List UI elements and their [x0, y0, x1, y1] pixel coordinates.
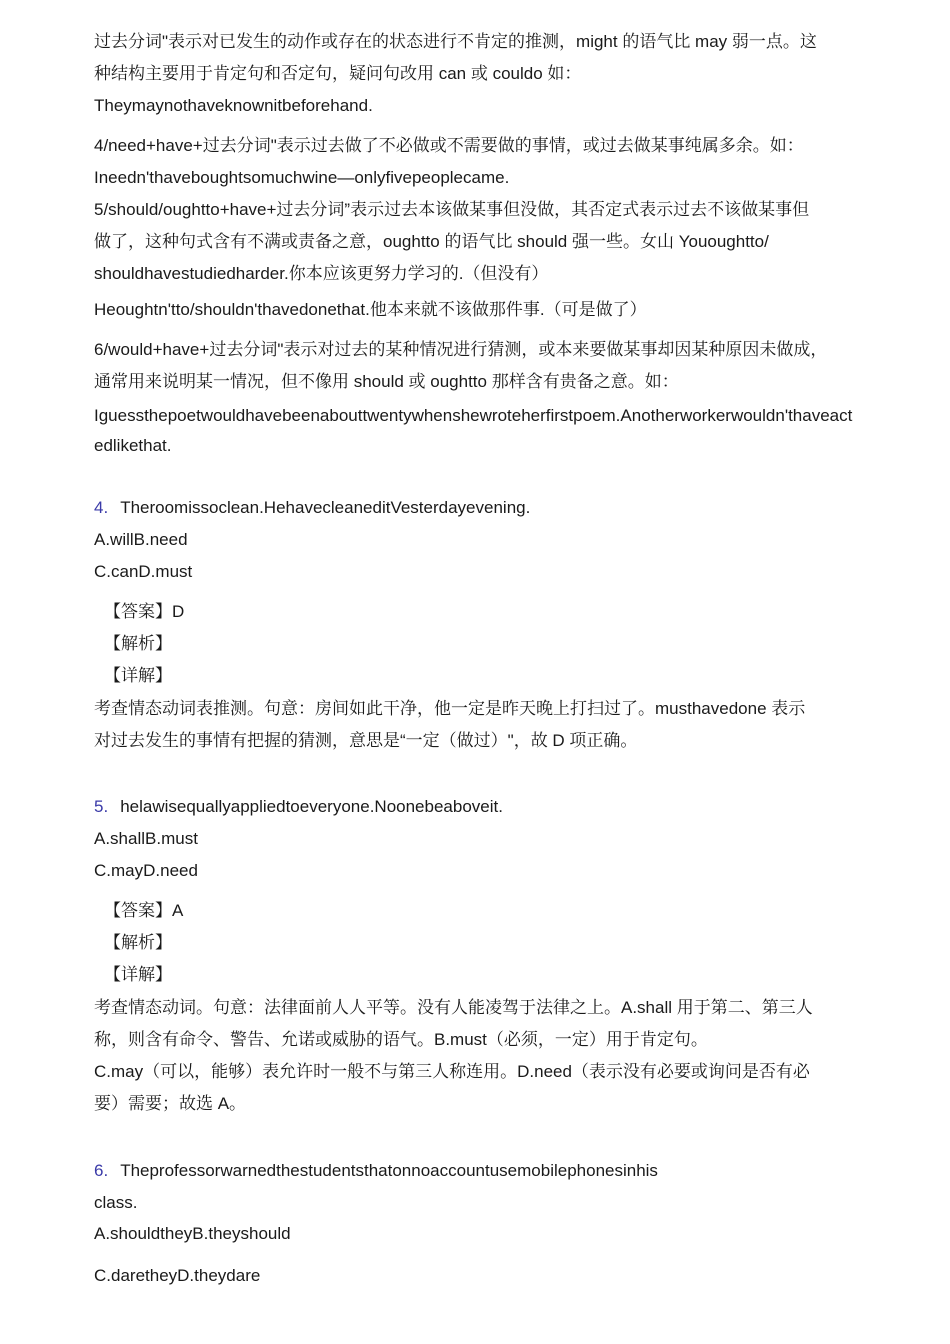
text-line: Theymaynothaveknownitbeforehand.	[94, 96, 373, 115]
question-6-stem	[94, 1159, 658, 1183]
text-line: Heoughtn'tto/shouldn'thavedonethat.他本来就不该做那件事.（可是做了）	[94, 300, 647, 319]
answer-label: 【答案】D	[104, 602, 185, 621]
text-line: edlikethat.	[94, 436, 172, 455]
text-line: 种结构主要用于肯定句和否定句，疑问句改用 can 或 couldo 如：	[94, 64, 582, 83]
question-number: 5.	[94, 797, 109, 816]
question-4-stem	[94, 496, 530, 520]
text-line: Iguessthepoetwouldhavebeenabouttwentywhenshewroteherfirstpoem.Anotherworkerwouldn'thaveact	[94, 406, 853, 425]
question-6-options-cd: C.daretheyD.theydare	[94, 1266, 261, 1285]
answer-label: 【答案】A	[104, 901, 184, 920]
explanation-line: C.may（可以，能够）表允许时一般不与第三人称连用。D.need（表示没有必要或询问是否有必	[94, 1062, 810, 1081]
detail-label: 【详解】	[104, 666, 172, 685]
question-4-options-ab: A.willB.need	[94, 530, 188, 549]
explanation-line: 考查情态动词表推测。句意：房间如此干净，他一定是昨天晚上打扫过了。musthavedone 表示	[94, 699, 806, 718]
question-5-options-ab: A.shallB.must	[94, 829, 198, 848]
question-text: Theprofessorwarnedthestudentsthatonnoaccountusemobilephonesinhis	[120, 1161, 658, 1180]
text-line: 6/would+have+过去分词"表示对过去的某种情况进行猜测，或本来要做某事却因某种原因未做成，	[94, 340, 828, 359]
text-line: 做了，这种句式含有不满或责备之意，oughtto 的语气比 should 强一些。女山 Yououghtto/	[94, 232, 769, 251]
analysis-label: 【解析】	[104, 634, 172, 653]
question-text: Theroomissoclean.HehavecleaneditVesterdayevening.	[120, 498, 531, 517]
question-4-options-cd: C.canD.must	[94, 562, 193, 581]
question-5-options-cd: C.mayD.need	[94, 861, 198, 880]
explanation-line: 对过去发生的事情有把握的猜测，意思是“一定（做过）"，故 D 项正确。	[94, 731, 638, 750]
text-line: Ineedn'thaveboughtsomuchwine—onlyfivepeoplecame.	[94, 168, 510, 187]
explanation-line: 要）需要；故选 A。	[94, 1094, 247, 1113]
text-line: 4/need+have+过去分词"表示过去做了不必做或不需要做的事情，或过去做某事纯属多余。如：	[94, 136, 804, 155]
analysis-label: 【解析】	[104, 933, 172, 952]
text-line: 5/should/oughtto+have+过去分词”表示过去本该做某事但没做，其否定式表示过去不该做某事但	[94, 200, 810, 219]
explanation-line: 称，则含有命令、警告、允诺或威胁的语气。B.must（必须，一定）用于肯定句。	[94, 1030, 708, 1049]
question-6-stem-continued: class.	[94, 1193, 138, 1212]
text-line: 过去分词"表示对已发生的动作或存在的状态进行不肯定的推测，might 的语气比 may 弱一点。这	[94, 32, 817, 51]
question-text: helawisequallyappliedtoeveryone.Noonebeaboveit.	[120, 797, 503, 816]
question-number: 6.	[94, 1161, 109, 1180]
question-5-stem	[94, 795, 503, 819]
question-number: 4.	[94, 498, 109, 517]
detail-label: 【详解】	[104, 965, 172, 984]
question-6-options-ab: A.shouldtheyB.theyshould	[94, 1224, 291, 1243]
text-line: shouldhavestudiedharder.你本应该更努力学习的.（但没有）	[94, 264, 549, 283]
explanation-line: 考查情态动词。句意：法律面前人人平等。没有人能凌驾于法律之上。A.shall 用于第二、第三人	[94, 998, 813, 1017]
text-line: 通常用来说明某一情况，但不像用 should 或 oughtto 那样含有贵备之意。如：	[94, 372, 679, 391]
